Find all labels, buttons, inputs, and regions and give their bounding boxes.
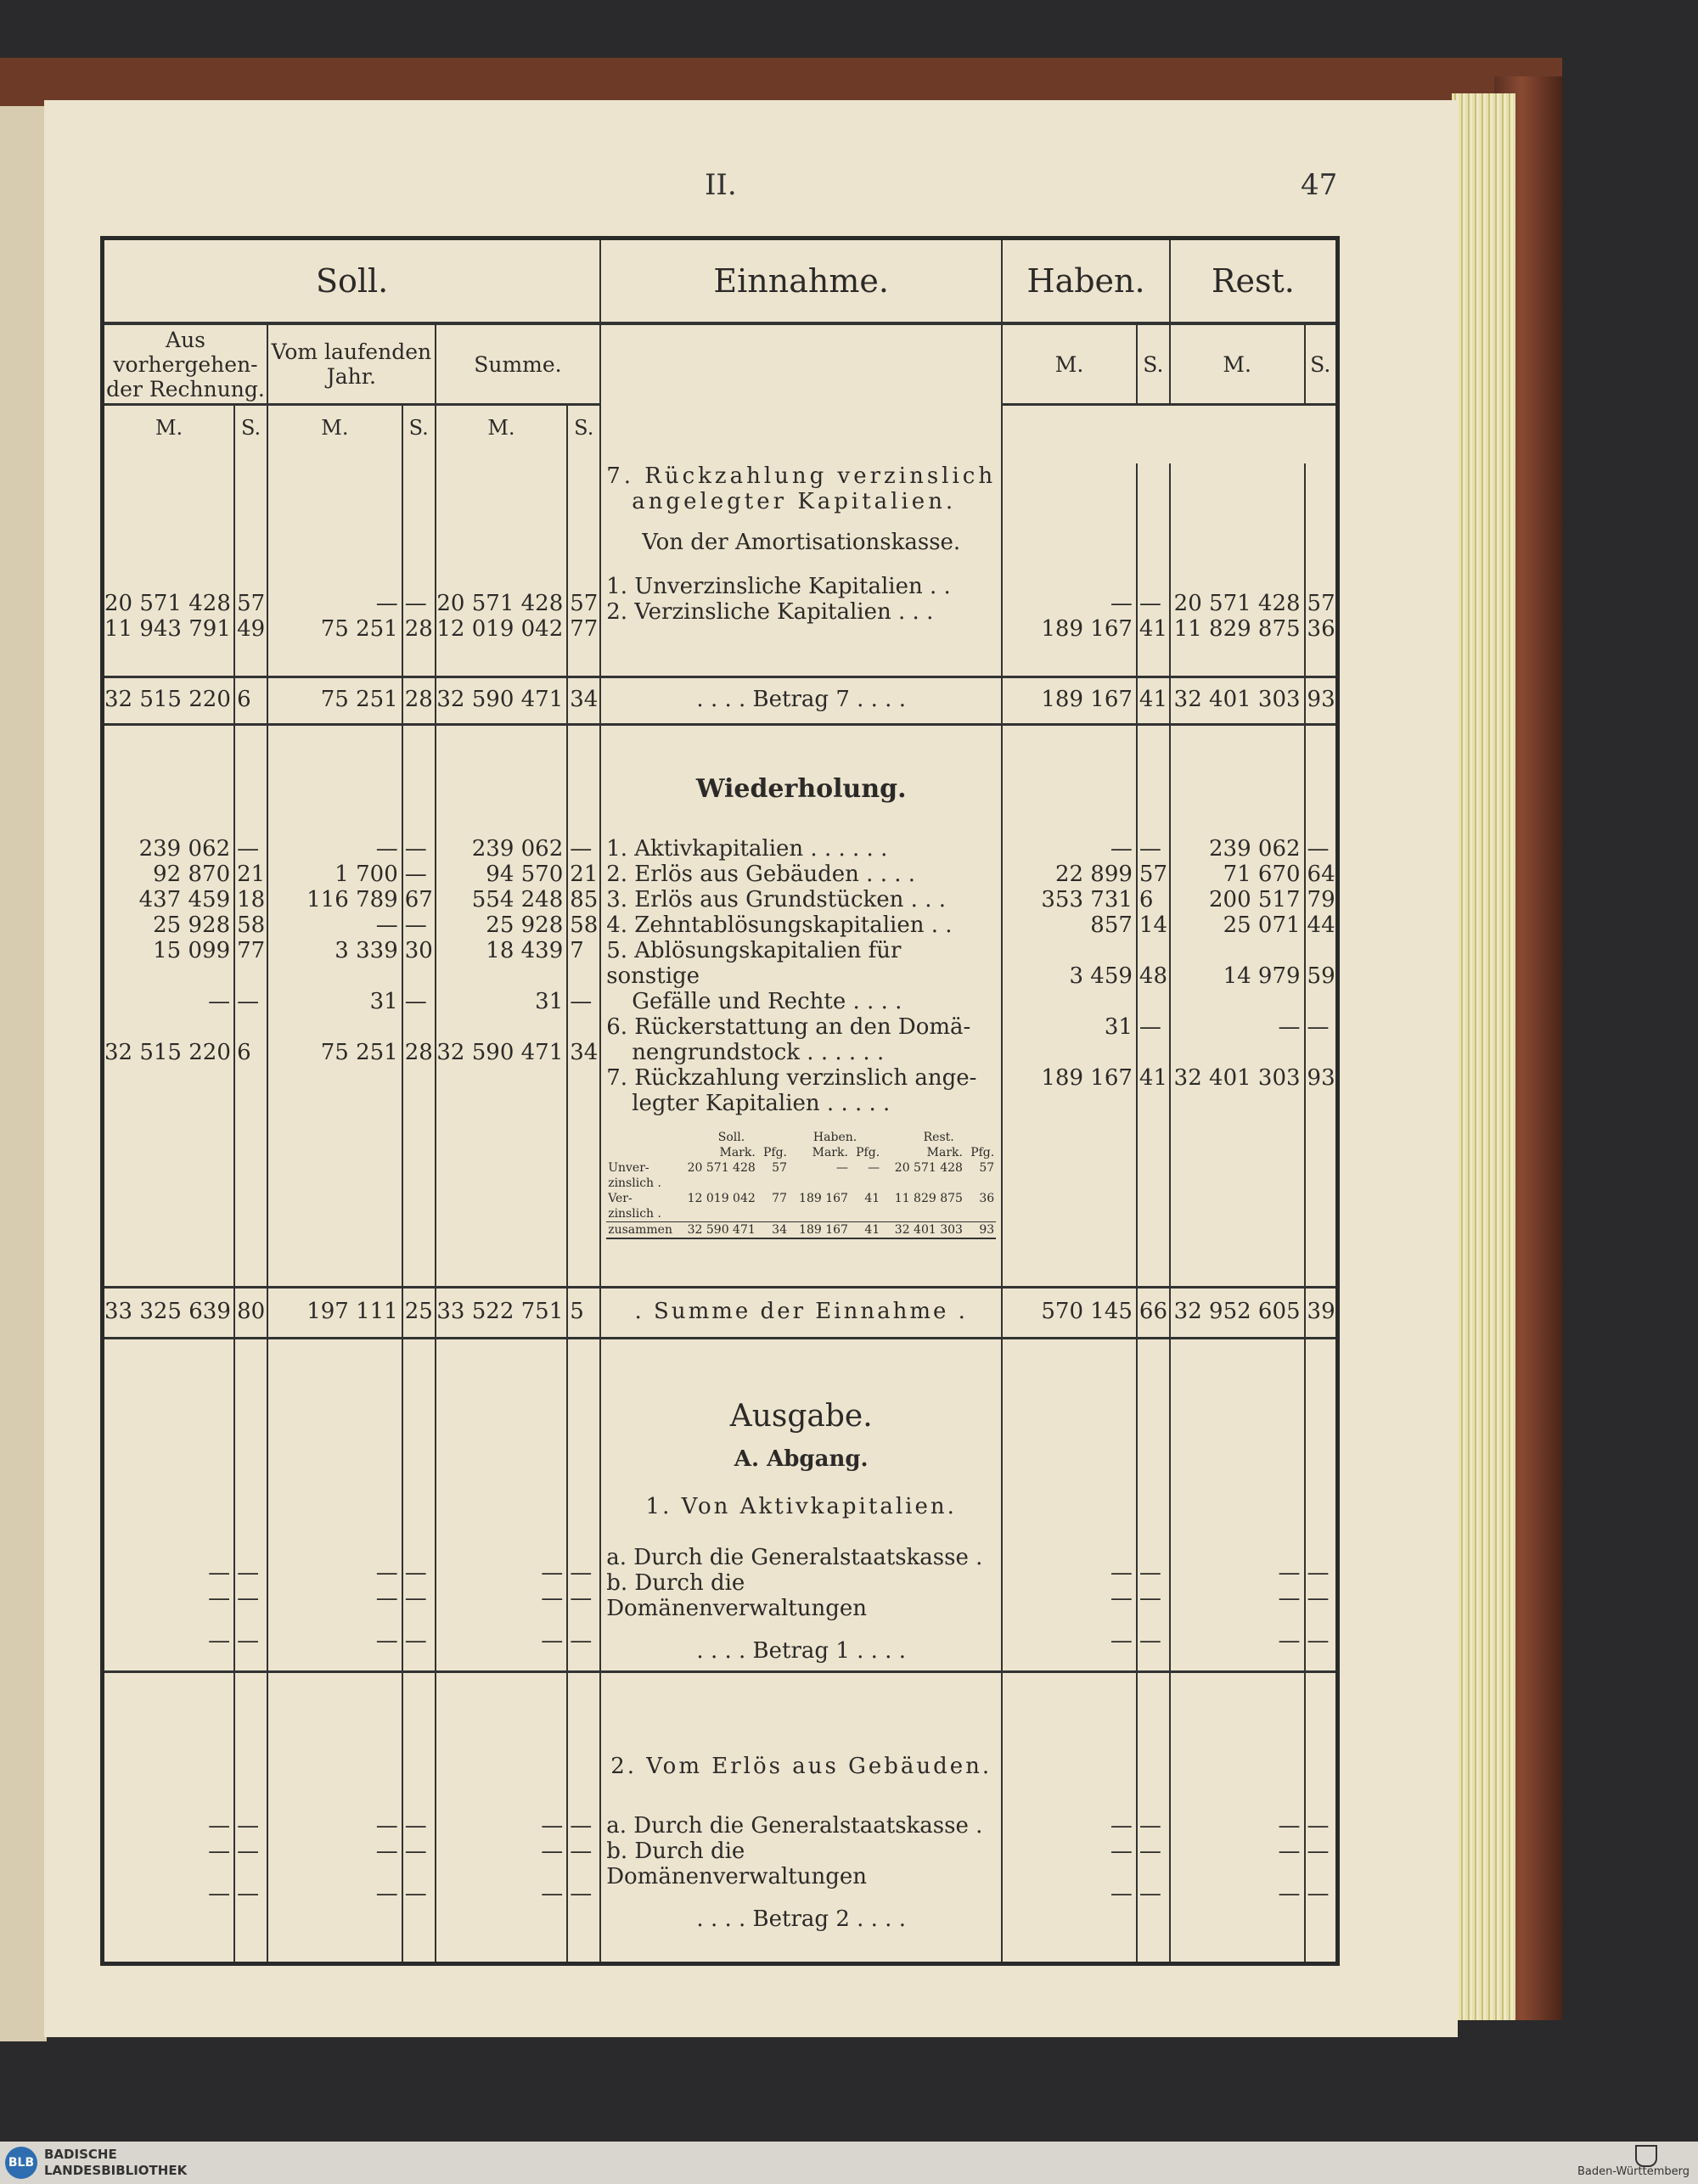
cell: 28 — [404, 1040, 433, 1065]
library-footer — [0, 2142, 1698, 2184]
cell: — — [1278, 1586, 1301, 1611]
cell: 85 — [570, 887, 599, 912]
mini-cell: 12 019 042 — [687, 1192, 756, 1205]
cell: 200 517 — [1209, 887, 1301, 912]
blb-logo: BLB — [5, 2147, 37, 2179]
cell: 32 515 220 — [104, 1040, 231, 1065]
cell: 71 670 — [1223, 862, 1301, 887]
section7-block — [103, 463, 1338, 677]
einnahme-header: Einnahme. — [600, 239, 1002, 324]
library-name-line1: BADISCHE — [44, 2147, 117, 2162]
cell: — — [237, 1628, 260, 1653]
cell: 25 928 — [486, 912, 564, 938]
summe-label: . Summe der Einnahme . — [600, 1288, 1002, 1339]
cell: — — [237, 1881, 260, 1906]
cell: 48 — [1139, 963, 1168, 989]
cell: — — [404, 1813, 427, 1839]
wiederholung-item: 1. Aktivkapitalien . . . . . . — [606, 836, 888, 862]
cell: 21 — [237, 862, 266, 887]
wiederholung-item: 5. Ablösungskapitalien für sonstige — [606, 938, 902, 989]
section7-title-2: angelegter Kapitalien. — [632, 489, 957, 514]
cell: 66 — [1137, 1288, 1170, 1339]
ausgabe-sec2 — [103, 1672, 1338, 1964]
haben-header: Haben. — [1002, 239, 1170, 324]
cell: 3 459 — [1069, 963, 1133, 989]
section7-title: 7. Rückzahlung verzinslich — [606, 463, 997, 489]
cell: — — [404, 1586, 427, 1611]
cell: 57 — [570, 591, 599, 616]
cell: 239 062 — [471, 836, 564, 862]
ausgabe-sec2-item: b. Durch die Domänenverwaltungen — [606, 1839, 868, 1889]
mark-label: M. — [267, 405, 402, 464]
cell: 58 — [570, 912, 599, 938]
cell: — — [1307, 1839, 1330, 1864]
cell: 11 829 875 — [1173, 616, 1301, 642]
cell: — — [570, 1560, 593, 1586]
cell: — — [404, 591, 427, 616]
cell: — — [237, 1560, 260, 1586]
vom-laufenden-header: Vom laufenden Jahr. — [267, 323, 436, 405]
ausgabe-sec1-title: 1. Von Aktivkapitalien. — [645, 1494, 957, 1519]
cell: 32 401 303 — [1170, 677, 1305, 725]
cell: 189 167 — [1002, 677, 1137, 725]
cell: 18 — [237, 887, 266, 912]
cell: 39 — [1305, 1288, 1338, 1339]
rest-mark-label: M. — [1170, 323, 1305, 405]
cell: 32 952 605 — [1170, 1288, 1305, 1339]
cell: — — [1139, 1586, 1161, 1611]
ausgabe-title: Ausgabe. — [729, 1399, 873, 1434]
cell: 21 — [570, 862, 599, 887]
cell: — — [570, 1881, 593, 1906]
cell: 18 439 — [486, 938, 564, 963]
cell: 116 789 — [306, 887, 398, 912]
cell: — — [570, 1839, 593, 1864]
cell: 353 731 — [1041, 887, 1133, 912]
rest-pf-label: S. — [1305, 323, 1338, 405]
wiederholung-item: 4. Zehntablösungskapitalien . . — [606, 912, 953, 938]
library-name-line2: LANDESBIBLIOTHEK — [44, 2163, 188, 2178]
cell: — — [208, 1628, 231, 1653]
cell: — — [375, 912, 398, 938]
cell: 34 — [570, 1040, 599, 1065]
cell: — — [237, 989, 260, 1014]
cell: — — [404, 862, 427, 887]
cell: — — [570, 836, 593, 862]
mini-cell: 32 401 303 — [894, 1223, 963, 1237]
cell: 570 145 — [1002, 1288, 1137, 1339]
cell: — — [1307, 1881, 1330, 1906]
cell: 239 062 — [138, 836, 231, 862]
wiederholung-title: Wiederholung. — [695, 774, 907, 804]
cell: — — [1110, 1628, 1133, 1653]
wiederholung-item: 7. Rückzahlung verzinslich ange- — [606, 1065, 977, 1091]
cell: — — [375, 1813, 398, 1839]
cell: 11 943 791 — [104, 616, 231, 642]
mini-subheader: Pfg. — [762, 1146, 787, 1159]
cell: 44 — [1307, 912, 1335, 938]
mini-cell: — — [868, 1161, 880, 1175]
cell: — — [237, 1839, 260, 1864]
cell: — — [1307, 1014, 1330, 1040]
cell: 14 — [1139, 912, 1168, 938]
cell: 5 — [567, 1288, 600, 1339]
mini-subheader: Pfg. — [856, 1146, 880, 1159]
cell: — — [1139, 1839, 1161, 1864]
cell: — — [1278, 1560, 1301, 1586]
cell: — — [1278, 1839, 1301, 1864]
cell: 22 899 — [1054, 862, 1133, 887]
cell: 32 515 220 — [103, 677, 235, 725]
cell: — — [404, 1628, 427, 1653]
cell: — — [208, 1586, 231, 1611]
library-name — [44, 2147, 187, 2179]
cell: — — [541, 1813, 564, 1839]
cell: 554 248 — [471, 887, 564, 912]
cell: — — [570, 1813, 593, 1839]
cell: — — [208, 1839, 231, 1864]
cell: 1 700 — [335, 862, 398, 887]
cell: 57 — [1139, 862, 1168, 887]
mini-subheader: Mark. — [719, 1146, 756, 1159]
page-edges — [1452, 93, 1515, 2020]
cell: 7 — [570, 938, 584, 963]
mini-cell: 57 — [772, 1161, 787, 1175]
cell: 857 — [1090, 912, 1133, 938]
cell: 20 571 428 — [436, 591, 564, 616]
cell: 75 251 — [320, 1040, 398, 1065]
cell: 32 401 303 — [1173, 1065, 1301, 1091]
cell: 92 870 — [153, 862, 231, 887]
cell: — — [1278, 1881, 1301, 1906]
cell: — — [208, 1881, 231, 1906]
cell: — — [1110, 1839, 1133, 1864]
cell: — — [1278, 1813, 1301, 1839]
mini-cell: 20 571 428 — [687, 1161, 756, 1175]
cell: 79 — [1307, 887, 1335, 912]
wiederholung-item: 6. Rückerstattung an den Domä- — [606, 1014, 971, 1040]
mini-row-label: zusammen — [608, 1223, 672, 1237]
cell: — — [1139, 1881, 1161, 1906]
cell: — — [1278, 1014, 1301, 1040]
summary-mini-table — [606, 1130, 996, 1239]
summe-row — [103, 1288, 1338, 1339]
cell: — — [375, 1560, 398, 1586]
cell: — — [1110, 1813, 1133, 1839]
mini-subheader: Pfg. — [970, 1146, 995, 1159]
mini-cell: 34 — [772, 1223, 787, 1237]
summe-header: Summe. — [436, 323, 601, 405]
cell: 59 — [1307, 963, 1335, 989]
cell: 25 928 — [153, 912, 231, 938]
ausgabe-sec1-total: . . . . Betrag 1 . . . . — [696, 1638, 906, 1664]
cell: 32 590 471 — [436, 677, 568, 725]
cell: — — [208, 1813, 231, 1839]
cell: — — [404, 836, 427, 862]
cell: 25 — [402, 1288, 436, 1339]
cell: — — [237, 1586, 260, 1611]
cell: 58 — [237, 912, 266, 938]
cell: — — [404, 989, 427, 1014]
einnahme-blank — [600, 323, 1002, 463]
mark-label: M. — [436, 405, 568, 464]
cell: 31 — [369, 989, 398, 1014]
cell: — — [404, 1839, 427, 1864]
cell: 33 522 751 — [436, 1288, 568, 1339]
rest-header: Rest. — [1170, 239, 1338, 324]
cell: 28 — [404, 616, 433, 642]
cell: 67 — [404, 887, 433, 912]
section7-total-label: . . . . Betrag 7 . . . . — [600, 677, 1002, 725]
cell: 30 — [404, 938, 433, 963]
cell: — — [237, 1813, 260, 1839]
cell: — — [375, 591, 398, 616]
ausgabe-sec2-total: . . . . Betrag 2 . . . . — [696, 1906, 906, 1932]
cell: 6 — [1139, 887, 1154, 912]
cell: — — [541, 1586, 564, 1611]
ledger-table — [100, 236, 1340, 1966]
mini-row-label: Unver- zinslich . — [608, 1161, 661, 1190]
cell: 41 — [1137, 677, 1170, 725]
cell: 36 — [1307, 616, 1335, 642]
cell: 3 339 — [335, 938, 398, 963]
cell: 80 — [234, 1288, 267, 1339]
section-number: II. — [705, 168, 737, 202]
cell: 93 — [1307, 1065, 1335, 1091]
cell: 20 571 428 — [104, 591, 231, 616]
pf-label: S. — [234, 405, 267, 464]
mini-header: Rest. — [923, 1131, 954, 1144]
cell: 31 — [1104, 1014, 1133, 1040]
aus-vorhergehender-header: Aus vorhergehen-der Rechnung. — [103, 323, 268, 405]
page-number: 47 — [1301, 168, 1338, 202]
cell: — — [1278, 1628, 1301, 1653]
mini-cell: 57 — [979, 1161, 995, 1175]
wiederholung-item: 3. Erlös aus Grundstücken . . . — [606, 887, 947, 912]
cell: — — [208, 989, 231, 1014]
mini-cell: 93 — [979, 1223, 995, 1237]
mini-subheader: Mark. — [926, 1146, 963, 1159]
cell: 94 570 — [486, 862, 564, 887]
cell: 41 — [1139, 616, 1168, 642]
ausgabe-sec1-item: b. Durch die Domänenverwaltungen — [606, 1570, 868, 1621]
pf-label: S. — [402, 405, 436, 464]
cell: — — [570, 989, 593, 1014]
cell: — — [208, 1560, 231, 1586]
mini-cell: 77 — [772, 1192, 787, 1205]
cell: 77 — [570, 616, 599, 642]
pf-label: S. — [567, 405, 600, 464]
mini-cell: 189 167 — [799, 1192, 848, 1205]
wiederholung-item: Gefälle und Rechte . . . . — [632, 989, 902, 1014]
cell: — — [375, 1586, 398, 1611]
cell: 41 — [1139, 1065, 1168, 1091]
section7-subtitle: Von der Amortisationskasse. — [642, 530, 961, 555]
cell: 28 — [402, 677, 436, 725]
wiederholung-item: 2. Erlös aus Gebäuden . . . . — [606, 862, 916, 887]
ausgabe-sec2-item: a. Durch die Generalstaatskasse . — [606, 1813, 983, 1839]
cell: — — [1139, 1014, 1161, 1040]
cell: — — [1139, 591, 1161, 616]
cell: — — [1139, 1628, 1161, 1653]
cell: — — [570, 1586, 593, 1611]
cell: — — [375, 1628, 398, 1653]
cell: — — [1110, 1586, 1133, 1611]
cell: — — [404, 912, 427, 938]
cell: — — [237, 836, 260, 862]
wiederholung-item: legter Kapitalien . . . . . — [632, 1091, 891, 1116]
cell: — — [541, 1628, 564, 1653]
cell: 25 071 — [1223, 912, 1301, 938]
mini-subheader: Mark. — [812, 1146, 848, 1159]
state-label: Baden-Württemberg — [1577, 2165, 1690, 2178]
cell: — — [375, 1839, 398, 1864]
ausgabe-sec1-item: a. Durch die Generalstaatskasse . — [606, 1545, 983, 1570]
mini-cell: 41 — [864, 1223, 880, 1237]
mark-label: M. — [103, 405, 235, 464]
cell: 64 — [1307, 862, 1335, 887]
cell: 6 — [237, 1040, 251, 1065]
cell: — — [1110, 1881, 1133, 1906]
cell: 32 590 471 — [436, 1040, 564, 1065]
cell: 6 — [234, 677, 267, 725]
cell: — — [1110, 1560, 1133, 1586]
mini-header: Haben. — [812, 1131, 857, 1144]
abgang-title: A. Abgang. — [734, 1446, 869, 1472]
cell: 75 251 — [320, 616, 398, 642]
mini-cell: 189 167 — [799, 1223, 848, 1237]
cell: — — [1307, 1813, 1330, 1839]
section7-item-1: 1. Unverzinsliche Kapitalien . . — [606, 574, 951, 599]
cell: 57 — [237, 591, 266, 616]
wiederholung-item: nengrundstock . . . . . . — [632, 1040, 885, 1065]
mini-row-label: Ver- zinslich . — [608, 1192, 661, 1221]
cell: — — [541, 1839, 564, 1864]
cell: — — [404, 1560, 427, 1586]
cell: — — [1110, 591, 1133, 616]
cell: — — [375, 836, 398, 862]
cell: — — [541, 1881, 564, 1906]
mini-header: Soll. — [717, 1131, 745, 1144]
mini-cell: 41 — [864, 1192, 880, 1205]
section7-item-2: 2. Verzinsliche Kapitalien . . . — [606, 599, 934, 625]
cell: — — [1307, 1586, 1330, 1611]
cell: 189 167 — [1041, 1065, 1133, 1091]
cell: 93 — [1305, 677, 1338, 725]
soll-header: Soll. — [103, 239, 601, 324]
cell: — — [1307, 1628, 1330, 1653]
cell: 57 — [1307, 591, 1335, 616]
cell: — — [375, 1881, 398, 1906]
cell: 33 325 639 — [103, 1288, 235, 1339]
haben-mark-label: M. — [1002, 323, 1137, 405]
cell: — — [1139, 1560, 1161, 1586]
cell: 12 019 042 — [436, 616, 564, 642]
coat-of-arms-icon — [1635, 2145, 1657, 2167]
cell: — — [570, 1628, 593, 1653]
cell: — — [541, 1560, 564, 1586]
cell: 77 — [237, 938, 266, 963]
cell: 75 251 — [267, 677, 402, 725]
cell: — — [1110, 836, 1133, 862]
ausgabe-sec1 — [103, 1339, 1338, 1672]
mini-cell: 11 829 875 — [894, 1192, 963, 1205]
cell: 15 099 — [153, 938, 231, 963]
mini-cell: — — [835, 1161, 848, 1175]
cell: 34 — [567, 677, 600, 725]
cell: 437 459 — [138, 887, 231, 912]
cell: 14 979 — [1223, 963, 1301, 989]
cell: 197 111 — [267, 1288, 402, 1339]
cell: — — [1307, 836, 1330, 862]
cell: 239 062 — [1209, 836, 1301, 862]
ausgabe-sec2-title: 2. Vom Erlös aus Gebäuden. — [610, 1754, 992, 1779]
left-page-edge — [0, 106, 47, 2041]
cell: — — [1307, 1560, 1330, 1586]
cell: — — [1139, 1813, 1161, 1839]
wiederholung-block — [103, 725, 1338, 1288]
cell: 31 — [535, 989, 564, 1014]
cell: — — [404, 1881, 427, 1906]
haben-pf-label: S. — [1137, 323, 1170, 405]
mini-cell: 32 590 471 — [687, 1223, 756, 1237]
mini-cell: 20 571 428 — [894, 1161, 963, 1175]
mini-cell: 36 — [979, 1192, 995, 1205]
cell: 189 167 — [1041, 616, 1133, 642]
cell: 20 571 428 — [1173, 591, 1301, 616]
cell: — — [1139, 836, 1161, 862]
cell: 49 — [237, 616, 266, 642]
section7-total-row — [103, 677, 1338, 725]
